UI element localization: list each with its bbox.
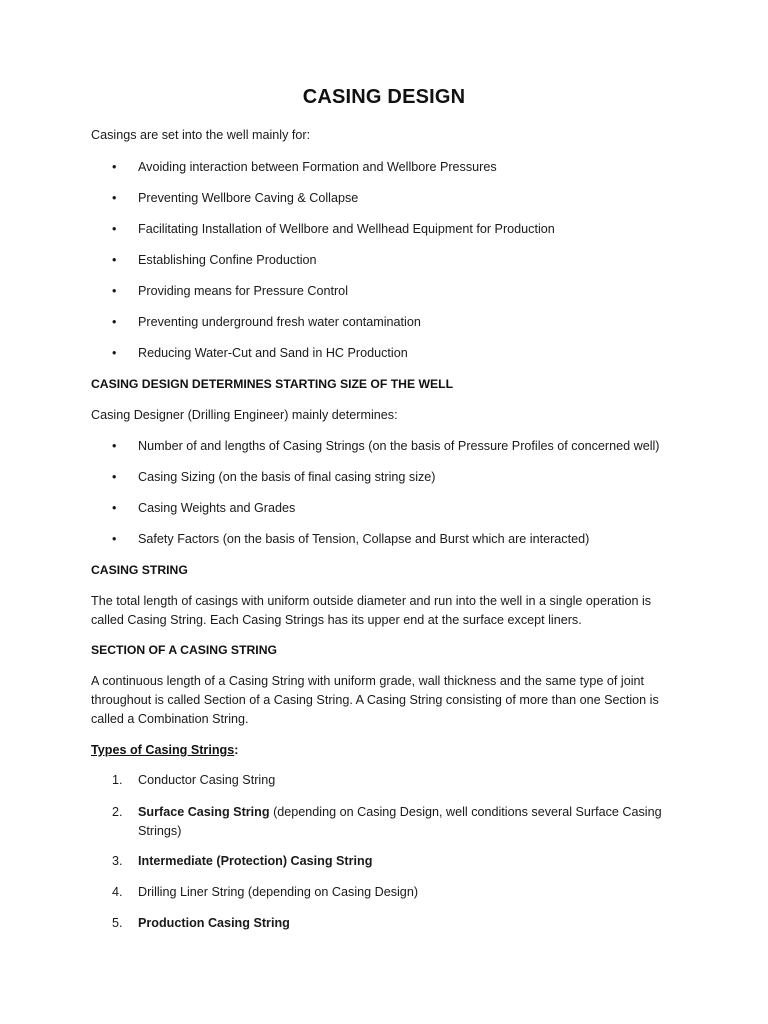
section-heading: CASING STRING: [91, 563, 188, 577]
list-number: 2.: [112, 805, 123, 819]
list-item-text: Reducing Water-Cut and Sand in HC Production: [138, 346, 408, 360]
bullet-marker: •: [112, 470, 117, 484]
paragraph: A continuous length of a Casing String with uniform grade, wall thickness and the same type of joint throughout is called Section of a Casing String. A Casing String consisting of more than one Section is called a Combination String.: [91, 674, 659, 726]
list-item-text: Number of and lengths of Casing Strings (on the basis of Pressure Profiles of concerned well): [138, 439, 660, 453]
list-item-text: [138, 852, 678, 871]
bullet-marker: •: [112, 284, 117, 298]
list-item-bold: Intermediate (Protection) Casing String: [138, 854, 373, 868]
list-item-text: Safety Factors (on the basis of Tension, Collapse and Burst which are interacted): [138, 532, 590, 546]
list-item-text: Providing means for Pressure Control: [138, 284, 348, 298]
list-item-text: [138, 803, 678, 841]
bullet-marker: •: [112, 439, 117, 453]
list-number: 4.: [112, 885, 123, 899]
list-item-text: Establishing Confine Production: [138, 253, 317, 267]
bullet-marker: •: [112, 532, 117, 546]
designer-intro-text: Casing Designer (Drilling Engineer) mainly determines:: [91, 408, 398, 422]
list-item-rest: Drilling Liner String (depending on Casing Design): [138, 885, 419, 899]
list-item-text: Preventing underground fresh water contamination: [138, 315, 421, 329]
bullet-marker: •: [112, 501, 117, 515]
list-item-text: Facilitating Installation of Wellbore and Wellhead Equipment for Production: [138, 222, 555, 236]
bullet-marker: •: [112, 160, 117, 174]
list-item-bold: Production Casing String: [138, 916, 290, 930]
list-number: 1.: [112, 773, 123, 787]
list-item-text: Avoiding interaction between Formation and Wellbore Pressures: [138, 160, 497, 174]
section-heading: CASING DESIGN DETERMINES STARTING SIZE OF THE WELL: [91, 377, 454, 391]
list-item-bold: Surface Casing String: [138, 805, 270, 819]
bullet-marker: •: [112, 253, 117, 267]
bullet-marker: •: [112, 222, 117, 236]
list-item-text: Casing Weights and Grades: [138, 501, 296, 515]
list-item-text: Casing Sizing (on the basis of final casing string size): [138, 470, 436, 484]
bullet-marker: •: [112, 315, 117, 329]
list-item-text: [138, 883, 678, 902]
bullet-marker: •: [112, 346, 117, 360]
section-heading: SECTION OF A CASING STRING: [91, 643, 277, 657]
list-item-text: [138, 771, 678, 790]
paragraph: The total length of casings with uniform outside diameter and run into the well in a single operation is called Casing String. Each Casing Strings has its upper end at the surface except liners.: [91, 594, 652, 627]
list-item-rest: (depending on Casing Design, well conditions several Surface Casing Strings): [138, 805, 662, 838]
page-title: CASING DESIGN: [302, 86, 466, 108]
list-item-rest: Conductor Casing String: [138, 773, 276, 787]
list-item-text: Preventing Wellbore Caving & Collapse: [138, 191, 359, 205]
intro-text: Casings are set into the well mainly for:: [91, 128, 311, 142]
bullet-marker: •: [112, 191, 117, 205]
types-heading-text: Types of Casing Strings: [91, 743, 235, 757]
list-number: 3.: [112, 854, 123, 868]
types-heading-colon: :: [234, 743, 239, 757]
types-heading: [91, 741, 238, 760]
list-item-text: [138, 914, 678, 933]
list-number: 5.: [112, 916, 123, 930]
